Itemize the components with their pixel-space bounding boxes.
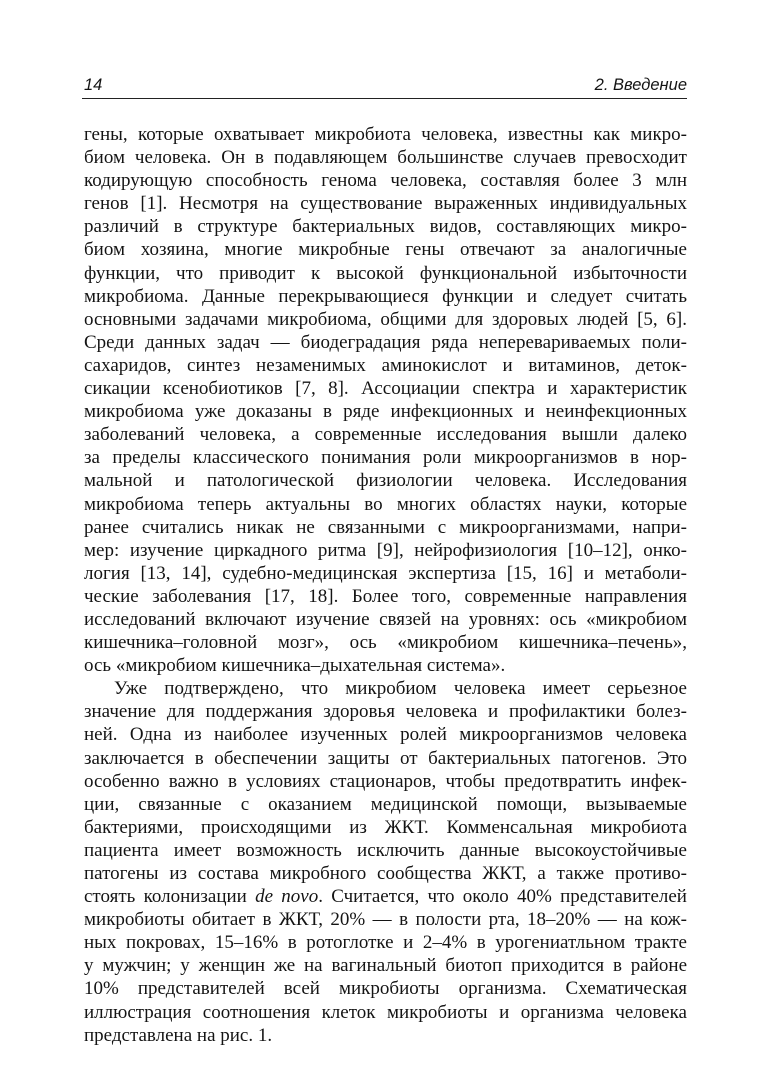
text-line: биом хозяина, многие микробные гены отвечают за аналогичные bbox=[84, 239, 687, 261]
text-line: мальной и патологической физиологии человека. Исследования bbox=[84, 470, 687, 492]
text-line: заключается в обеспечении защиты от бактериальных патогенов. Это bbox=[84, 747, 687, 769]
text-line: микробиоты обитает в ЖКТ, 20% — в полости рта, 18–20% — на кож- bbox=[84, 909, 687, 931]
text-line: ранее считались никак не связанными с микроорганизмами, напри- bbox=[84, 516, 687, 538]
text-line: ческие заболевания [17, 18]. Более того, современные направления bbox=[84, 585, 687, 607]
text-line: ней. Одна из наиболее изученных ролей микроорганизмов человека bbox=[84, 724, 687, 746]
text-line: сахаридов, синтез незаменимых аминокислот и витаминов, деток- bbox=[84, 354, 687, 376]
text-line: кишечника–головной мозг», ось «микробиом кишечника–печень», bbox=[84, 632, 687, 654]
text-line: логия [13, 14], судебно-медицинская экспертиза [15, 16] и метаболи- bbox=[84, 562, 687, 584]
section-title: 2. Введение bbox=[594, 76, 687, 94]
text-line: значение для поддержания здоровья человека и профилактики болез- bbox=[84, 701, 687, 723]
text-line: функции, что приводит к высокой функциональной избыточности bbox=[84, 262, 687, 284]
text-line: ных покровах, 15–16% в ротоглотке и 2–4% в урогениатльном тракте bbox=[84, 932, 687, 954]
text-line: основными задачами микробиома, общими для здоровых людей [5, 6]. bbox=[84, 308, 687, 330]
text-line: сикации ксенобиотиков [7, 8]. Ассоциации спектра и характеристик bbox=[84, 378, 687, 400]
text-line: гены, которые охватывает микробиота человека, известны как микро- bbox=[84, 124, 687, 145]
text-line: бактериями, происходящими из ЖКТ. Комменсальная микробиота bbox=[84, 816, 687, 838]
text-line: различий в структуре бактериальных видов, составляющих микро- bbox=[84, 216, 687, 238]
text-line: стоять колонизации de novo. Считается, что около 40% представителей bbox=[84, 886, 687, 908]
text-line: микробиома уже доказаны в ряде инфекционных и неинфекционных bbox=[84, 401, 687, 423]
text-line: патогены из состава микробного сообщества ЖКТ, а также противо- bbox=[84, 863, 687, 884]
text-line: микробиома. Данные перекрывающиеся функции и следует считать bbox=[84, 285, 687, 307]
italic-term: de novo bbox=[255, 886, 319, 908]
running-header bbox=[82, 76, 687, 99]
text-line: кодирующую способность генома человека, составляя более 3 млн bbox=[84, 170, 687, 192]
page-number: 14 bbox=[84, 76, 103, 94]
text-line: ции, связанные с оказанием медицинской помощи, вызываемые bbox=[84, 793, 687, 815]
paragraph-1 bbox=[84, 123, 687, 677]
text-line: исследований включают изучение связей на уровнях: ось «микробиом bbox=[84, 608, 687, 630]
text-line: микробиома теперь актуальны во многих областях науки, которые bbox=[84, 493, 687, 515]
text-line: генов [1]. Несмотря на существование выраженных индивидуальных bbox=[84, 193, 687, 215]
text-line: у мужчин; у женщин же на вагинальный биотоп приходится в районе bbox=[84, 955, 687, 977]
text-line: представлена на рис. 1. bbox=[84, 1024, 273, 1046]
text-line: заболеваний человека, а современные исследования вышли далеко bbox=[84, 424, 687, 446]
text-line: Среди данных задач — биодеградация ряда неперевариваемых поли- bbox=[84, 331, 687, 353]
text-line: ось «микробиом кишечника–дыхательная система». bbox=[84, 655, 506, 677]
text-line: мер: изучение циркадного ритма [9], нейрофизиология [10–12], онко- bbox=[84, 539, 687, 561]
text-line: биом человека. Он в подавляющем большинстве случаев превосходит bbox=[84, 147, 687, 169]
text-line: 10% представителей всей микробиоты организма. Схематическая bbox=[84, 978, 687, 1000]
text-line: иллюстрация соотношения клеток микробиоты и организма человека bbox=[84, 1001, 687, 1023]
text-line: за пределы классического понимания роли микроорганизмов в нор- bbox=[84, 447, 687, 469]
body-text bbox=[84, 123, 687, 1047]
text-line: пациента имеет возможность исключить данные высокоустойчивые bbox=[84, 839, 687, 861]
text-line: Уже подтверждено, что микробиом человека имеет серьезное bbox=[114, 678, 687, 700]
text-line: особенно важно в условиях стационаров, чтобы предотвратить инфек- bbox=[84, 770, 687, 792]
paragraph-2 bbox=[84, 677, 687, 1047]
